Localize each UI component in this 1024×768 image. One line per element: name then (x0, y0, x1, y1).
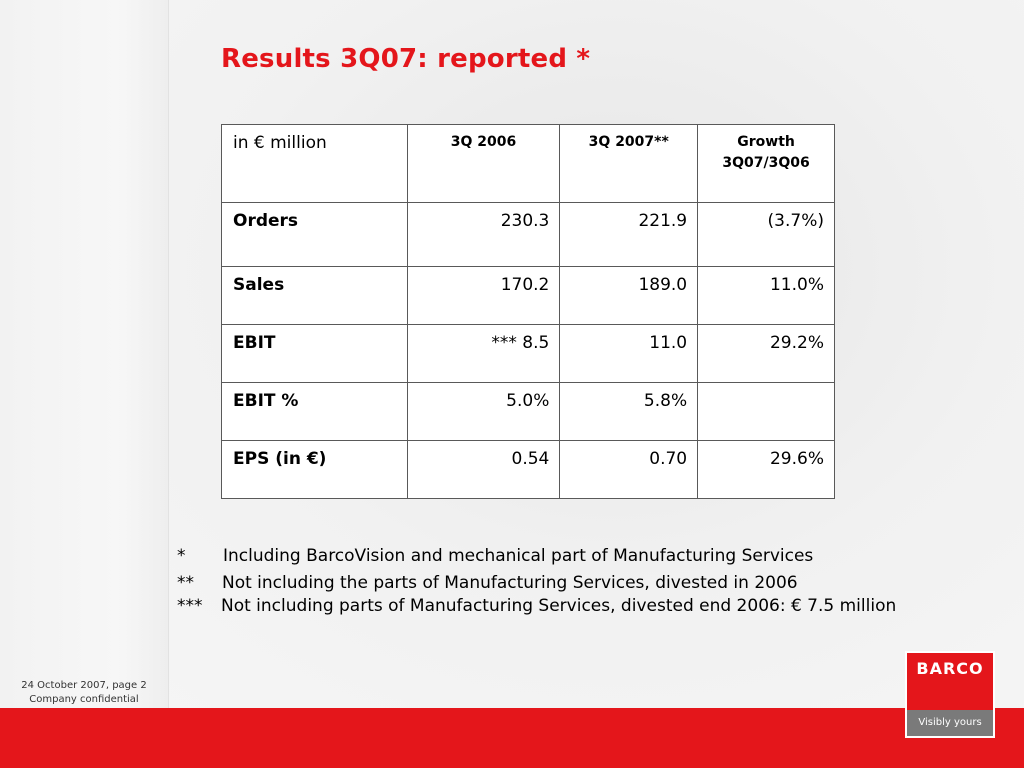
bottom-red-bar (0, 708, 1024, 768)
value-3q2006: 230.3 (407, 203, 560, 267)
value-3q2007: 0.70 (560, 441, 698, 499)
value-3q2007: 5.8% (560, 383, 698, 441)
footnote-mark: *** (177, 596, 203, 616)
table-row-sales (222, 267, 835, 325)
value-growth (698, 383, 835, 441)
header-growth-line2: 3Q07/3Q06 (722, 155, 810, 171)
table-row-ebit-percent (222, 383, 835, 441)
value-growth: (3.7%) (698, 203, 835, 267)
footnote-3 (177, 595, 896, 618)
footer-date-page: 24 October 2007, page 2 (21, 680, 147, 691)
results-table (221, 124, 835, 499)
footer-confidential: Company confidential (29, 694, 139, 705)
row-label: Orders (222, 203, 408, 267)
table-header-row (222, 125, 835, 203)
value-3q2007: 221.9 (560, 203, 698, 267)
row-label: EBIT (222, 325, 408, 383)
footnote-mark: ** (177, 573, 194, 593)
table-row-eps (222, 441, 835, 499)
row-label: EPS (in €) (222, 441, 408, 499)
header-unit-label: in € million (222, 125, 408, 203)
slide-title: Results 3Q07: reported * (221, 44, 591, 74)
header-3q2006: 3Q 2006 (407, 125, 560, 203)
table-row-orders (222, 203, 835, 267)
header-growth (698, 125, 835, 203)
value-3q2007: 189.0 (560, 267, 698, 325)
value-3q2006: 0.54 (407, 441, 560, 499)
logo-tagline: Visibly yours (907, 710, 993, 736)
value-3q2006: 170.2 (407, 267, 560, 325)
left-sidebar-strip (0, 0, 169, 708)
footnote-text: Including BarcoVision and mechanical part of Manufacturing Services (223, 546, 814, 566)
table-row-ebit (222, 325, 835, 383)
footnote-1 (177, 543, 896, 569)
header-3q2007: 3Q 2007** (560, 125, 698, 203)
value-growth: 29.2% (698, 325, 835, 383)
barco-logo (905, 651, 995, 738)
footnotes (177, 543, 896, 618)
row-label: Sales (222, 267, 408, 325)
value-growth: 11.0% (698, 267, 835, 325)
value-3q2007: 11.0 (560, 325, 698, 383)
footnote-2 (177, 572, 896, 595)
footnote-mark: * (177, 546, 186, 566)
header-growth-line1: Growth (737, 134, 795, 150)
logo-wordmark: BARCO (916, 659, 984, 678)
value-growth: 29.6% (698, 441, 835, 499)
footnote-text: Not including the parts of Manufacturing Services, divested in 2006 (222, 573, 798, 593)
footnote-text: Not including parts of Manufacturing Services, divested end 2006: € 7.5 million (221, 596, 897, 616)
value-3q2006: *** 8.5 (407, 325, 560, 383)
row-label: EBIT % (222, 383, 408, 441)
value-3q2006: 5.0% (407, 383, 560, 441)
